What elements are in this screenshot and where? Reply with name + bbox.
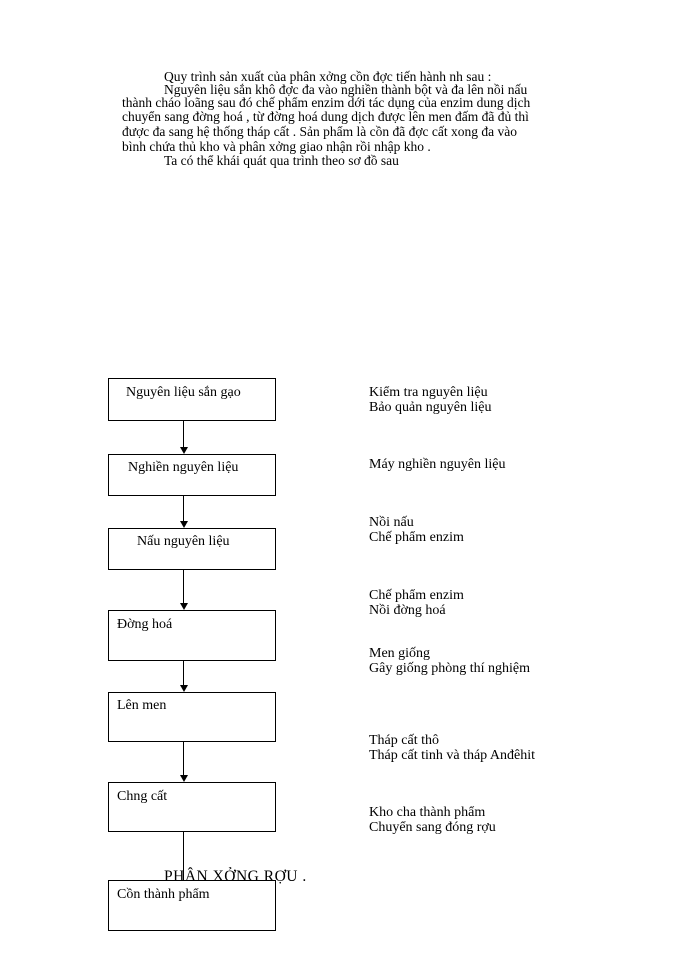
connector-line	[183, 421, 184, 448]
note-line: Bảo quản nguyên liệu	[369, 400, 492, 415]
flow-step-label: Đờng hoá	[117, 617, 173, 632]
note-line: Tháp cất thô	[369, 733, 439, 748]
intro-line-2: Nguyên liệu sắn khô đợc đa vào nghiền thành bột và đa lên nồi nấu	[164, 82, 528, 97]
note-towers	[369, 733, 535, 763]
note-line: Chế phẩm enzim	[369, 588, 464, 603]
note-inspection	[369, 385, 491, 415]
section-title: PHÂN XỞNG RỢU .	[164, 868, 307, 885]
note-cooker	[369, 515, 464, 545]
note-line: Kho cha thành phẩm	[369, 805, 486, 820]
flow-step-label: Cồn thành phẩm	[117, 887, 210, 902]
flow-step-label: Chng cất	[117, 789, 168, 804]
connector-line	[183, 570, 184, 604]
note-enzyme	[369, 588, 464, 618]
arrow-down-icon	[180, 685, 188, 692]
note-line: Chế phẩm enzim	[369, 530, 464, 545]
note-line: Nồi đờng hoá	[369, 603, 446, 618]
flow-step-cooking	[108, 528, 276, 570]
connector-line	[183, 661, 184, 686]
flow-step-fermentation	[108, 692, 276, 742]
flow-step-label: Nấu nguyên liệu	[137, 534, 230, 549]
note-line: Gây giống phòng thí nghiệm	[369, 661, 530, 676]
flow-step-distillation	[108, 782, 276, 832]
note-grinder	[369, 457, 505, 472]
connector-line	[183, 496, 184, 522]
connector-line	[183, 742, 184, 776]
note-line: Chuyển sang đóng rợu	[369, 820, 496, 835]
intro-line-3: thành cháo loãng sau đó chế phẩm enzim dới tác dụng của enzim dung dịch	[122, 95, 531, 110]
note-line: Men giống	[369, 646, 431, 661]
intro-line-7: Ta có thể khái quát qua trình theo sơ đồ sau	[164, 153, 399, 168]
note-line: Nồi nấu	[369, 515, 414, 530]
flow-step-finished-alcohol	[108, 880, 276, 931]
flow-step-label: Nghiền nguyên liệu	[128, 460, 239, 475]
flow-step-label: Nguyên liệu sắn gạo	[126, 385, 241, 400]
flow-step-grinding	[108, 454, 276, 496]
intro-line-5: được đa sang hệ thống tháp cất . Sản phẩm là cồn đã đợc cất xong đa vào	[122, 124, 517, 139]
flow-step-label: Lên men	[117, 698, 167, 713]
arrow-down-icon	[180, 447, 188, 454]
flow-step-saccharification	[108, 610, 276, 661]
intro-line-1: Quy trình sản xuất của phân xởng cồn đợc tiến hành nh sau :	[164, 69, 492, 84]
intro-line-4: chuyển sang đờng hoá , từ đờng hoá dung dịch được lên men đấm đã đủ thì	[122, 109, 529, 124]
note-line: Kiểm tra nguyên liệu	[369, 385, 488, 400]
note-line: Tháp cất tinh và tháp Anđêhit	[369, 748, 536, 763]
note-storage	[369, 805, 496, 835]
note-yeast	[369, 646, 530, 676]
arrow-down-icon	[180, 603, 188, 610]
flow-step-raw-material	[108, 378, 276, 421]
arrow-down-icon	[180, 521, 188, 528]
intro-line-6: bình chứa thủ kho và phân xởng giao nhận rồi nhập kho .	[122, 139, 431, 154]
note-line: Máy nghiền nguyên liệu	[369, 457, 506, 472]
arrow-down-icon	[180, 775, 188, 782]
